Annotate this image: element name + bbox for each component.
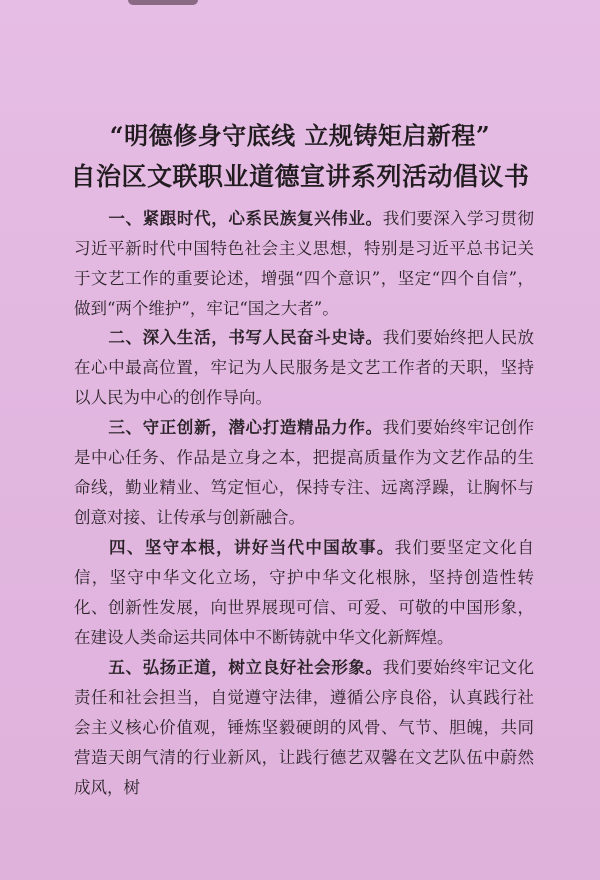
document-title-line-2: 自治区文联职业道德宣讲系列活动倡议书 (70, 162, 530, 191)
paragraph-5 (74, 653, 534, 803)
paragraph-5-lead: 五、弘扬正道，树立良好社会形象。 (108, 658, 383, 677)
paragraph-5-body: 我们要始终牢记文化责任和社会担当，自觉遵守法律，遵循公序良俗，认真践行社会主义核心价值观，锤炼坚毅硬朗的风骨、气节、胆魄，共同营造天朗气清的行业新风，让践行德艺双馨在文艺队伍中蔚然成风，树 (74, 658, 534, 797)
paper-edge-mark (128, 0, 198, 5)
paragraph-2-body: 我们要始终把人民放在心中最高位置，牢记为人民服务是文艺工作者的天职，坚持以人民为中心的创作导向。 (74, 328, 534, 407)
paragraph-4-lead: 四、坚守本根，讲好当代中国故事。 (108, 538, 395, 557)
paragraph-3-lead: 三、守正创新，潜心打造精品力作。 (108, 418, 383, 437)
paragraph-2 (74, 323, 534, 413)
paragraph-1 (74, 204, 534, 324)
paragraph-2-lead: 二、深入生活，书写人民奋斗史诗。 (108, 328, 383, 347)
paragraph-4 (74, 533, 534, 653)
paragraph-3 (74, 413, 534, 533)
paragraph-3-body: 我们要始终牢记创作是中心任务、作品是立身之本，把提高质量作为文艺作品的生命线，勤业精业、笃定恒心，保持专注、远离浮躁，让胸怀与创意对接、让传承与创新融合。 (74, 418, 534, 527)
paragraph-4-body: 我们要坚定文化自信，坚守中华文化立场，守护中华文化根脉，坚持创造性转化、创新性发展，向世界展现可信、可爱、可敬的中国形象，在建设人类命运共同体中不断铸就中华文化新辉煌。 (74, 538, 535, 647)
paragraph-1-body: 我们要深入学习贯彻习近平新时代中国特色社会主义思想，特别是习近平总书记关于文艺工作的重要论述，增强“四个意识”，坚定“四个自信”，做到“两个维护”，牢记“国之大者”。 (74, 209, 534, 318)
document-title-line-1: “明德修身守底线 立规铸矩启新程” (109, 121, 491, 150)
paragraph-1-lead: 一、紧跟时代，心系民族复兴伟业。 (108, 209, 383, 228)
